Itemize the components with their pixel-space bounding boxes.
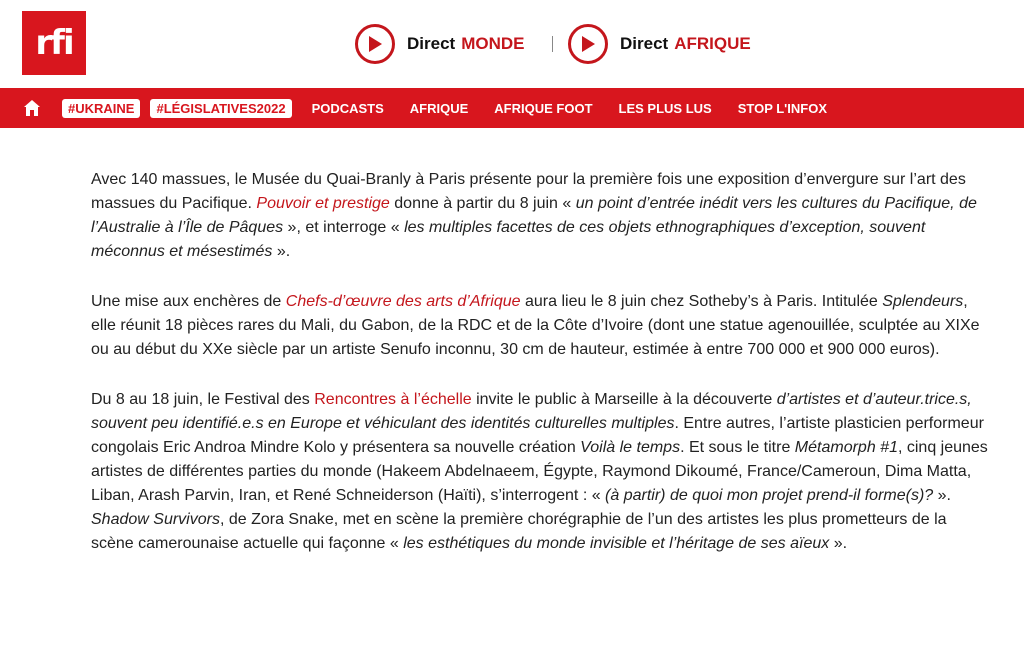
play-icon: [568, 24, 608, 64]
quote: les esthétiques du monde invisible et l’héritage de ses aïeux: [403, 535, 830, 552]
direct-afrique-button[interactable]: [568, 22, 751, 66]
title: Splendeurs: [882, 293, 964, 310]
text: . Entre autres, l’artiste plasticien performeur congolais Eric Androa Mindre Kolo y présentera sa nouvelle création: [91, 415, 984, 456]
text: », et interroge «: [283, 219, 405, 236]
article-body: [91, 128, 991, 582]
nav-item-les-plus-lus[interactable]: LES PLUS LUS: [618, 100, 712, 116]
text: , de Zora Snake, met en scène la première chorégraphie de l’un des artistes les plus prometteurs de la scène camerounaise actuelle qui façonne «: [91, 511, 947, 552]
text: Avec 140 massues, le Musée du Quai-Branly à Paris présente pour la première fois une exposition d’envergure sur l’art des massues du Pacifique.: [91, 171, 966, 212]
paragraph-sothebys: [91, 290, 991, 362]
paragraph-quai-branly: [91, 168, 991, 264]
text: donne à partir du 8 juin «: [389, 195, 576, 212]
direct-label: Direct: [620, 34, 669, 53]
nav-item-podcasts[interactable]: PODCASTS: [311, 100, 384, 116]
title: Voilà le temps: [580, 439, 681, 456]
direct-place: AFRIQUE: [674, 34, 751, 53]
site-header: [0, 0, 1024, 88]
direct-label: Direct: [407, 34, 456, 53]
text: ».: [933, 487, 951, 504]
text: , elle réunit 18 pièces rares du Mali, du Gabon, de la RDC et de la Côte d’Ivoire (dont une statue agenouillée, sculptée au XIXe ou au début du XXe siècle par un artiste Senufo inconnu, 30 cm de hauteur, estimée à entre 700 000 et 900 000 euros).: [91, 293, 980, 358]
tag-legislatives[interactable]: #LÉGISLATIVES2022: [150, 99, 291, 118]
paragraph-rencontres: [91, 388, 991, 556]
text: , cinq jeunes artistes de différentes parties du monde (Hakeem Abdelnaeem, Égypte, Raymond Dikoumé, France/Cameroun, Dima Matta, Liban, Arash Parvin, Iran, et René Schneiderson (Haïti), s’interrogent : «: [91, 439, 988, 504]
quote: un point d’entrée inédit vers les cultures du Pacifique, de l’Australie à l’Île de Pâques: [91, 195, 977, 236]
nav-item-afrique-foot[interactable]: AFRIQUE FOOT: [494, 100, 593, 116]
title: Métamorph #1: [794, 439, 898, 456]
text: Une mise aux enchères de: [91, 293, 286, 310]
link-pouvoir-et-prestige[interactable]: Pouvoir et prestige: [256, 195, 390, 212]
nav-item-afrique[interactable]: AFRIQUE: [409, 100, 469, 116]
play-icon: [355, 24, 395, 64]
quote: d’artistes et d’auteur.trice.s, souvent peu identifié.e.s en Europe et véhiculant des identités culturelles multiples: [91, 391, 972, 432]
direct-monde-button[interactable]: [355, 22, 524, 66]
main-nav: [0, 88, 1024, 128]
link-chefs-doeuvre[interactable]: Chefs-d’œuvre des arts d’Afrique: [285, 293, 521, 310]
text: aura lieu le 8 juin chez Sotheby’s à Paris. Intitulée: [520, 293, 883, 310]
tag-ukraine[interactable]: #UKRAINE: [62, 99, 140, 118]
text: ».: [272, 243, 291, 260]
direct-place: MONDE: [461, 34, 525, 53]
quote: les multiples facettes de ces objets ethnographiques d’exception, souvent méconnus et mésestimés: [91, 219, 926, 260]
text: invite le public à Marseille à la découverte: [471, 391, 777, 408]
text: Du 8 au 18 juin, le Festival des: [91, 391, 315, 408]
nav-item-stop-linfox[interactable]: STOP L'INFOX: [737, 100, 827, 116]
rfi-logo[interactable]: rfi: [22, 11, 86, 75]
text: . Et sous le titre: [680, 439, 795, 456]
title: Shadow Survivors: [91, 511, 220, 528]
link-rencontres-a-lechelle[interactable]: Rencontres à l’échelle: [314, 391, 472, 408]
text: ».: [829, 535, 848, 552]
quote: (à partir) de quoi mon projet prend-il forme(s)?: [605, 487, 934, 504]
home-icon[interactable]: [22, 98, 42, 118]
divider: [552, 36, 553, 52]
